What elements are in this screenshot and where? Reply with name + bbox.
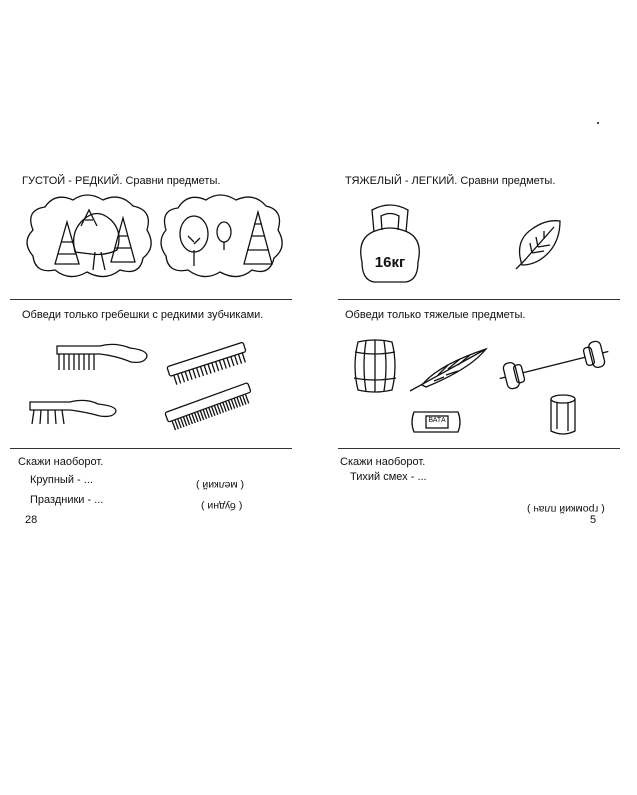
left-section3-title: Скажи наоборот. bbox=[18, 456, 104, 468]
dense-forest-illustration bbox=[25, 192, 155, 277]
left-prompt-1: Крупный - ... bbox=[30, 474, 93, 486]
comb-dense-2[interactable] bbox=[160, 383, 260, 433]
feather-item[interactable] bbox=[408, 345, 492, 393]
comb-sparse-2[interactable] bbox=[28, 396, 118, 428]
right-section3-title: Скажи наоборот. bbox=[340, 456, 426, 468]
left-page-number: 28 bbox=[25, 514, 38, 526]
right-divider-2 bbox=[338, 448, 620, 449]
left-section1-title: ГУСТОЙ - РЕДКИЙ. Сравни предметы. bbox=[22, 175, 221, 187]
comb-sparse-1[interactable] bbox=[55, 340, 150, 375]
weight-label: 16кг bbox=[374, 254, 406, 271]
wool-item[interactable] bbox=[408, 409, 464, 435]
wool-label: ВАТА bbox=[428, 417, 446, 424]
right-prompt-1: Тихий смех - ... bbox=[350, 471, 427, 483]
comb-dense-1[interactable] bbox=[162, 340, 254, 388]
sparse-forest-illustration bbox=[160, 192, 285, 277]
leaf-icon bbox=[510, 215, 565, 270]
left-divider-1 bbox=[10, 299, 292, 300]
kettlebell-illustration bbox=[356, 202, 424, 284]
dot bbox=[597, 122, 599, 124]
right-page-number: 5 bbox=[590, 514, 597, 526]
right-answer-1: ( громкий плач ) bbox=[527, 503, 605, 515]
right-section2-title: Обведи только тяжелые предметы. bbox=[345, 309, 526, 321]
right-section1-title: ТЯЖЕЛЫЙ - ЛЕГКИЙ. Сравни предметы. bbox=[345, 175, 556, 187]
left-prompt-2: Праздники - ... bbox=[30, 494, 104, 506]
barrel-item[interactable] bbox=[352, 338, 398, 394]
barbell-item[interactable] bbox=[498, 340, 610, 390]
left-section2-title: Обведи только гребешки с редкими зубчиками. bbox=[22, 309, 264, 321]
left-answer-2: ( будни ) bbox=[201, 500, 243, 512]
can-item[interactable] bbox=[548, 393, 578, 437]
left-answer-1: ( мелкий ) bbox=[196, 479, 244, 491]
left-divider-2 bbox=[10, 448, 292, 449]
right-divider-1 bbox=[338, 299, 620, 300]
